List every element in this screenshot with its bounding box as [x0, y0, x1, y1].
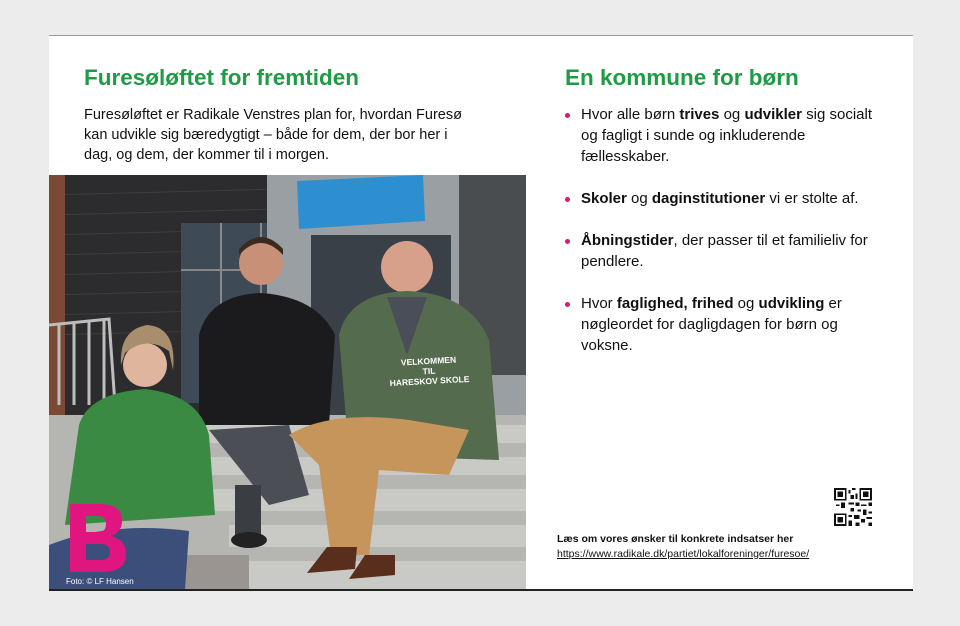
bullet-text: Hvor [581, 295, 617, 312]
bullet-text: og [733, 295, 759, 312]
bullet-bold-text: trives [679, 106, 720, 123]
bullet-bold-text: Åbningstider [581, 232, 674, 249]
bullet-text: Hvor alle børn [581, 106, 680, 123]
bullet-text: vi er stolte af. [765, 190, 859, 207]
left-heading: Furesøløftet for fremtiden [84, 65, 360, 90]
bullet-bold-text: udvikler [744, 106, 802, 123]
bullet-text: sig socialt og fagligt i sunde og inkluderende fællesskaber. [581, 106, 872, 165]
bottom-rule [49, 589, 913, 591]
bullet-item [563, 293, 883, 356]
photo-credit: Foto: © LF Hansen [66, 577, 134, 586]
bullet-item [563, 188, 883, 209]
bullet-text: og [626, 190, 652, 207]
radikale-b-logo-icon [66, 502, 128, 574]
bullet-text: er nøgleordet for dagligdagen for børn og voksne. [581, 295, 842, 354]
bullet-bold-text: udvikling [758, 295, 825, 312]
bullet-item [563, 104, 883, 167]
intro-paragraph: Furesøløftet er Radikale Venstres plan for, hvordan Furesø kan udvikle sig bæredygtigt – både for dem, der bor her i dag, og dem, der kommer til i morgen. [84, 107, 462, 163]
bullet-bold-text: faglighed, frihed [616, 295, 734, 312]
bullet-dot-icon [565, 197, 570, 202]
bullet-dot-icon [565, 113, 570, 118]
sign-line-3: HARESKOV SKOLE [389, 373, 470, 389]
sign-line-2: TIL [422, 365, 436, 377]
bullet-dot-icon [565, 302, 570, 307]
bullet-bold-text: daginstitutioner [651, 190, 766, 207]
bullet-bold-text: Skoler [581, 190, 627, 207]
bullet-text: , der passer til et familieliv for pendlere. [581, 232, 868, 270]
furesoe-link[interactable]: https://www.radikale.dk/partiet/lokalforeninger/furesoe/ [557, 548, 810, 560]
bullet-text: og [719, 106, 745, 123]
bullet-list [563, 104, 883, 377]
read-more-text: Læs om vores ønsker til konkrete indsatser her [557, 533, 794, 545]
bullet-item [563, 230, 883, 272]
bullet-dot-icon [565, 239, 570, 244]
school-sign [383, 354, 474, 389]
qr-code-icon[interactable] [834, 488, 872, 526]
right-heading: En kommune for børn [565, 65, 799, 90]
sign-line-1: VELKOMMEN [400, 354, 457, 368]
